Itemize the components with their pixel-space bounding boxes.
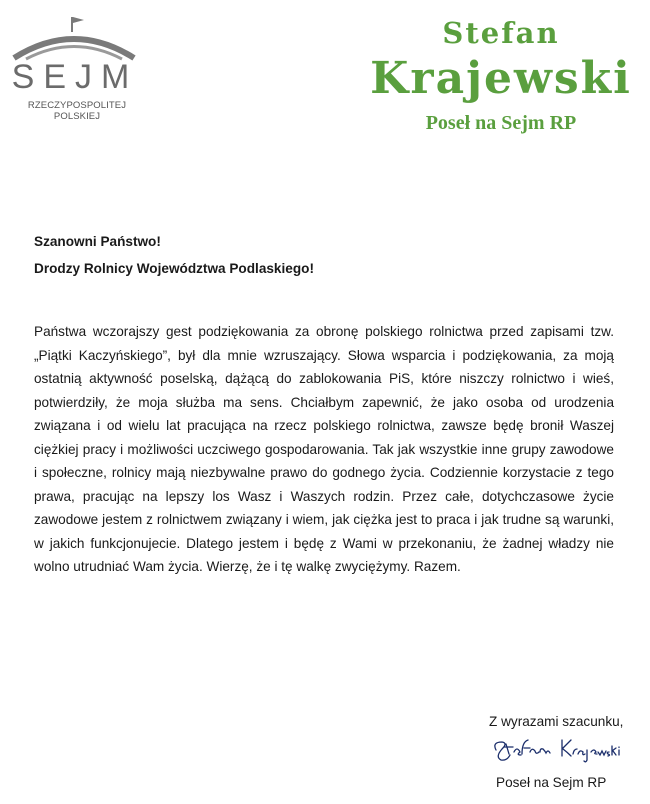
closing-phrase: Z wyrazami szacunku,	[489, 714, 624, 729]
author-role: Poseł na Sejm RP	[425, 112, 577, 134]
logo-subtitle: RZECZYPOSPOLITEJ POLSKIEJ	[27, 100, 127, 122]
logo-wordmark: SEJM	[11, 58, 139, 96]
signature-role: Poseł na Sejm RP	[496, 775, 607, 790]
author-first-name: Stefan	[442, 16, 560, 50]
handwritten-signature	[490, 728, 640, 768]
parliament-dome-icon	[8, 14, 140, 64]
letterhead-author	[360, 14, 642, 138]
salutation-line-2: Drodzy Rolnicy Województwa Podlaskiego!	[34, 261, 314, 276]
letter-body: Państwa wczorajszy gest podziękowania za obronę polskiego rolnictwa przed zapisami tzw. „Piątki Kaczyńskiego”, był dla mnie wzruszający. Słowa wsparcia i podziękowania, za moją ostatnią aktywność poselską, dążącą do zablokowania PiS, które niszczy rolnictwo i wieś, potwierdziły, że moja służba ma sens. Chciałbym zapewnić, że jako osoba od urodzenia związana i od wielu lat pracująca na rzecz polskiego rolnictwa, zawsze będę bronił Waszej ciężkiej pracy i możliwości uczciwego gospodarowania. Tak jak wszystkie inne grupy zawodowe i społeczne, rolnicy mają niezbywalne prawo do godnego życia. Codziennie korzystacie z tego prawa, pracując na lepszy los Wasz i Waszych rodzin. Przez całe, dotychczasowe życie zawodowe jestem z rolnictwem związany i wiem, jak ciężka jest to praca i jak trudne są warunki, w jakich funkcjonujecie. Dlatego jestem i będę z Wami w przekonaniu, że żadnej władzy nie wolno utrudniać Wam życia. Wierzę, że i tę walkę zwyciężymy. Razem.	[34, 324, 614, 574]
author-last-name: Krajewski	[370, 53, 632, 104]
sejm-logo	[8, 14, 140, 122]
salutation-line-1: Szanowni Państwo!	[34, 234, 161, 249]
